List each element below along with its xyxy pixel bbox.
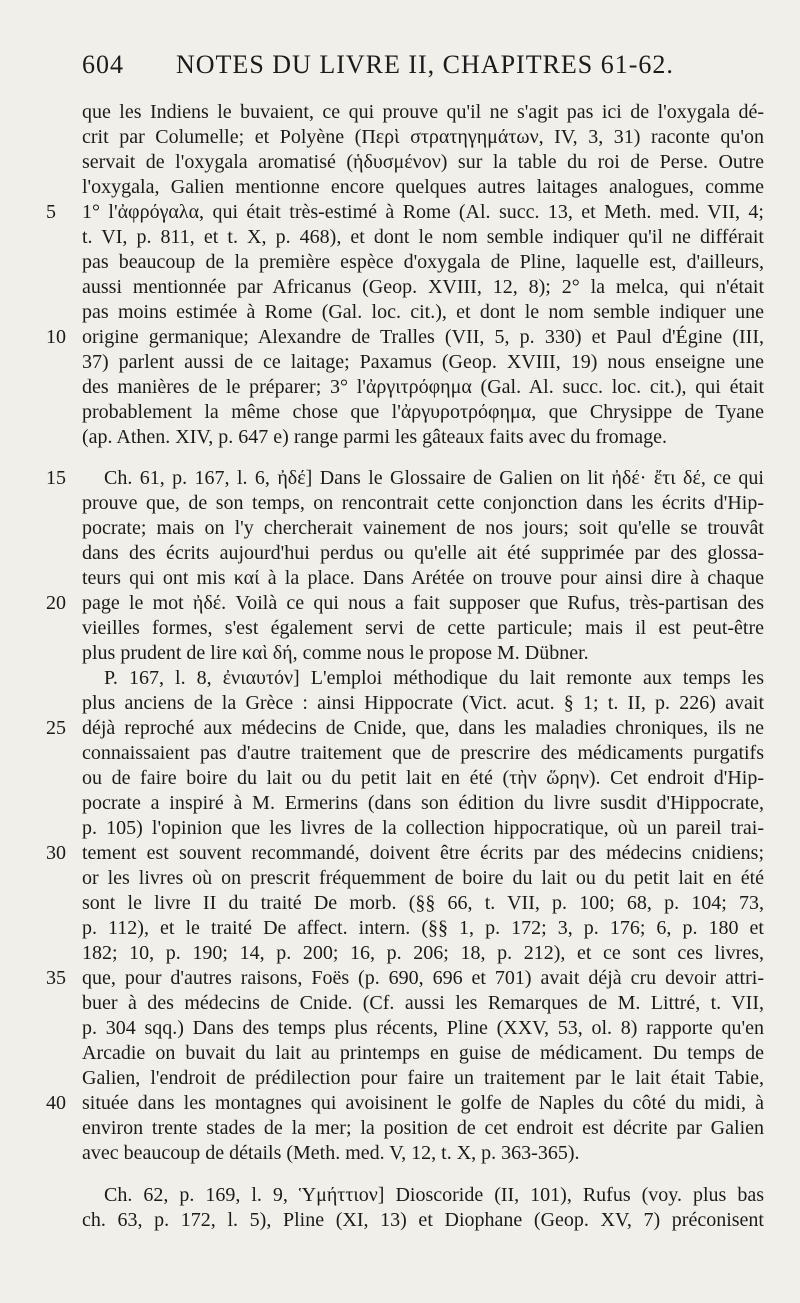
line-number: 30 [46, 842, 66, 864]
running-header [82, 50, 682, 86]
text-line: pocrate a inspiré à M. Ermerins (dans son édition du livre susdit d'Hippocrate, [82, 792, 764, 814]
text-line: buer à des médecins de Cnide. (Cf. aussi les Remarques de M. Littré, t. VII, [82, 992, 764, 1014]
text-line: située dans les montagnes qui avoisinent le golfe de Naples du côté du midi, à [82, 1092, 764, 1114]
text-line: p. 304 sqq.) Dans des temps plus récents, Pline (XXV, 53, ol. 8) rapporte qu'en [82, 1017, 764, 1039]
text-line: dans des écrits aujourd'hui perdus ou qu'elle ait été supprimée par des glossa- [82, 542, 764, 564]
text-line: pas beaucoup de la première espèce d'oxygala de Pline, laquelle est, d'ailleurs, [82, 251, 764, 273]
text-line: Ch. 62, p. 169, l. 9, Ὑμήττιον] Dioscoride (II, 101), Rufus (voy. plus bas [104, 1184, 764, 1206]
line-number: 5 [46, 201, 56, 223]
text-line: P. 167, l. 8, ἐνιαυτόν] L'emploi méthodique du lait remonte aux temps les [104, 667, 764, 689]
text-line: vieilles formes, s'est également servi de cette particule; mais il est peut-être [82, 617, 764, 639]
text-line: avec beaucoup de détails (Meth. med. V, 12, t. X, p. 363-365). [82, 1142, 580, 1164]
text-line: (ap. Athen. XIV, p. 647 e) range parmi les gâteaux faits avec du fromage. [82, 426, 667, 448]
text-line: tement est souvent recommandé, doivent être écrits par des médecins cnidiens; [82, 842, 764, 864]
text-line: Galien, l'endroit de prédilection pour faire un traitement par le lait était Tabie, [82, 1067, 764, 1089]
line-number: 25 [46, 717, 66, 739]
text-line: servait de l'oxygala aromatisé (ἡδυσμένον) sur la table du roi de Perse. Outre [82, 151, 764, 173]
text-line: origine germanique; Alexandre de Tralles (VII, 5, p. 330) et Paul d'Égine (III, [82, 326, 764, 348]
text-line: environ trente stades de la mer; la position de cet endroit est décrite par Galien [82, 1117, 764, 1139]
text-line: 182; 10, p. 190; 14, p. 200; 16, p. 206; 18, p. 212), et ce sont ces livres, [82, 942, 764, 964]
text-line: aussi mentionnée par Africanus (Geop. XVIII, 12, 8); 2° la melca, qui n'était [82, 276, 764, 298]
text-line: or les livres où on prescrit fréquemment de boire du lait ou du petit lait en été [82, 867, 764, 889]
text-line: probablement la même chose que l'ἀργυροτρόφημα, que Chrysippe de Tyane [82, 401, 764, 423]
text-line: Ch. 61, p. 167, l. 6, ἠδέ] Dans le Glossaire de Galien on lit ἠδέ· ἔτι δέ, ce qui [104, 467, 764, 489]
text-line: crit par Columelle; et Polyène (Περὶ στρατηγημάτων, IV, 3, 31) raconte qu'on [82, 126, 764, 148]
text-line: plus prudent de lire καὶ δή, comme nous le propose M. Dübner. [82, 642, 589, 664]
text-line: plus anciens de la Grèce : ainsi Hippocrate (Vict. acut. § 1; t. II, p. 226) avait [82, 692, 764, 714]
line-number: 40 [46, 1092, 66, 1114]
line-number: 15 [46, 467, 66, 489]
line-number: 20 [46, 592, 66, 614]
text-line: déjà reproché aux médecins de Cnide, que, dans les maladies chroniques, ils ne [82, 717, 764, 739]
text-line: 1° l'ἀφρόγαλα, qui était très-estimé à Rome (Al. succ. 13, et Meth. med. VII, 4; [82, 201, 764, 223]
text-line: ou de faire boire du lait ou du petit lait en été (τὴν ὥρην). Cet endroit d'Hip- [82, 767, 764, 789]
text-line: connaissaient pas d'autre traitement que de prescrire des médicaments purgatifs [82, 742, 764, 764]
text-line: prouve que, de son temps, on rencontrait cette conjonction dans les écrits d'Hip- [82, 492, 764, 514]
running-title: NOTES DU LIVRE II, CHAPITRES 61-62. [176, 50, 674, 79]
text-line: l'oxygala, Galien mentionne encore quelques autres laitages analogues, comme [82, 176, 764, 198]
text-line: p. 105) l'opinion que les livres de la collection hippocratique, où un pareil trai- [82, 817, 764, 839]
text-line: des manières de le préparer; 3° l'ἀργιτρόφημα (Gal. Al. succ. loc. cit.), qui était [82, 376, 764, 398]
line-number: 10 [46, 326, 66, 348]
text-line: page le mot ἠδέ. Voilà ce qui nous a fait supposer que Rufus, très-partisan des [82, 592, 764, 614]
text-line: sont le livre II du traité De morb. (§§ 66, t. VII, p. 100; 68, p. 104; 73, [82, 892, 764, 914]
text-line: p. 112), et le traité De affect. intern. (§§ 1, p. 172; 3, p. 176; 6, p. 180 et [82, 917, 764, 939]
text-line: 37) parlent aussi de ce laitage; Paxamus (Geop. XVIII, 19) nous enseigne une [82, 351, 764, 373]
text-line: Arcadie on buvait du lait au printemps en guise de médicament. Du temps de [82, 1042, 764, 1064]
page-number: 604 [82, 50, 124, 79]
line-number: 35 [46, 967, 66, 989]
text-line: pocrate; mais on l'y chercherait vainement de nos jours; soit qu'elle se trouvât [82, 517, 764, 539]
text-line: teurs qui ont mis καί à la place. Dans Arétée on trouve pour ainsi dire à chaque [82, 567, 764, 589]
text-line: que, pour d'autres raisons, Foës (p. 690, 696 et 701) avait déjà cru devoir attri- [82, 967, 764, 989]
text-line: pas moins estimée à Rome (Gal. loc. cit.), et dont le nom semble indiquer une [82, 301, 764, 323]
text-line: t. VI, p. 811, et t. X, p. 468), et dont le nom semble indiquer qu'il ne différait [82, 226, 764, 248]
text-line: que les Indiens le buvaient, ce qui prouve qu'il ne s'agit pas ici de l'oxygala dé- [82, 101, 764, 123]
text-line: ch. 63, p. 172, l. 5), Pline (XI, 13) et Diophane (Geop. XV, 7) préconisent [82, 1209, 764, 1231]
